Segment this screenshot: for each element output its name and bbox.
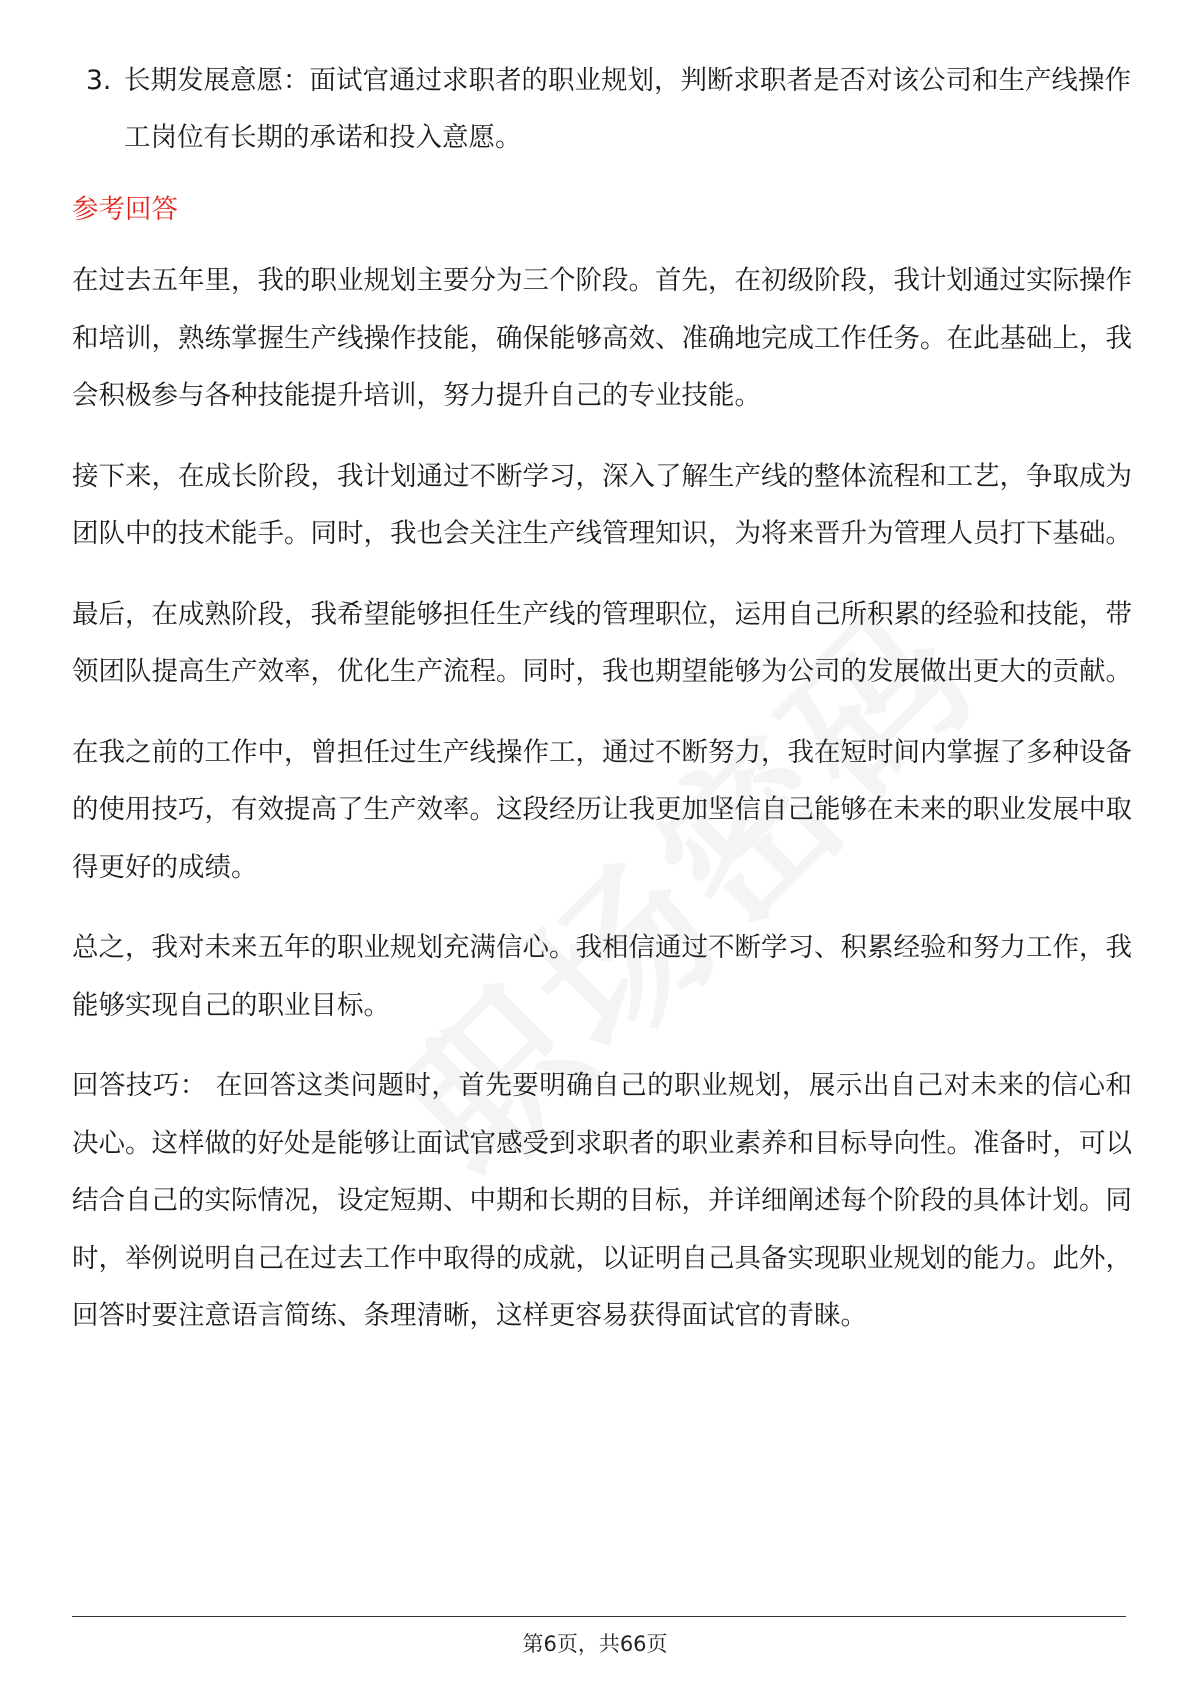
page-number: 第6页，共66页 — [522, 1632, 668, 1656]
list-item-text: 长期发展意愿：面试官通过求职者的职业规划，判断求职者是否对该公司和生产线操作工岗位有长期的承诺和投入意愿。 — [124, 65, 1131, 153]
list-item — [72, 52, 1132, 166]
list-item-number: 3. — [86, 65, 112, 96]
paragraph: 在我之前的工作中，曾担任过生产线操作工，通过不断努力，我在短时间内掌握了多种设备的使用技巧，有效提高了生产效率。这段经历让我更加坚信自己能够在未来的职业发展中取得更好的成绩。 — [72, 736, 1132, 883]
paragraph: 总之，我对未来五年的职业规划充满信心。我相信通过不断学习、积累经验和努力工作，我能够实现自己的职业目标。 — [72, 932, 1132, 1021]
paragraph: 最后，在成熟阶段，我希望能够担任生产线的管理职位，运用自己所积累的经验和技能，带领团队提高生产效率，优化生产流程。同时，我也期望能够为公司的发展做出更大的贡献。 — [72, 598, 1132, 687]
answer-tips-paragraph: 回答技巧： 在回答这类问题时，首先要明确自己的职业规划，展示出自己对未来的信心和决心。这样做的好处是能够让面试官感受到求职者的职业素养和目标导向性。准备时，可以结合自己的实际情况，设定短期、中期和长期的目标，并详细阐述每个阶段的具体计划。同时，举例说明自己在过去工作中取得的成就，以证明自己具备实现职业规划的能力。此外，回答时要注意语言简练、条理清晰，这样更容易获得面试官的青睐。 — [72, 1070, 1132, 1331]
paragraph: 在过去五年里，我的职业规划主要分为三个阶段。首先，在初级阶段，我计划通过实际操作和培训，熟练掌握生产线操作技能，确保能够高效、准确地完成工作任务。在此基础上，我会积极参与各种技能提升培训，努力提升自己的专业技能。 — [72, 265, 1132, 411]
footer-divider — [72, 1616, 1126, 1617]
section-heading: 参考回答 — [72, 194, 178, 225]
paragraph: 接下来，在成长阶段，我计划通过不断学习，深入了解生产线的整体流程和工艺，争取成为团队中的技术能手。同时，我也会关注生产线管理知识，为将来晋升为管理人员打下基础。 — [72, 460, 1132, 549]
page-content — [72, 52, 1132, 1368]
